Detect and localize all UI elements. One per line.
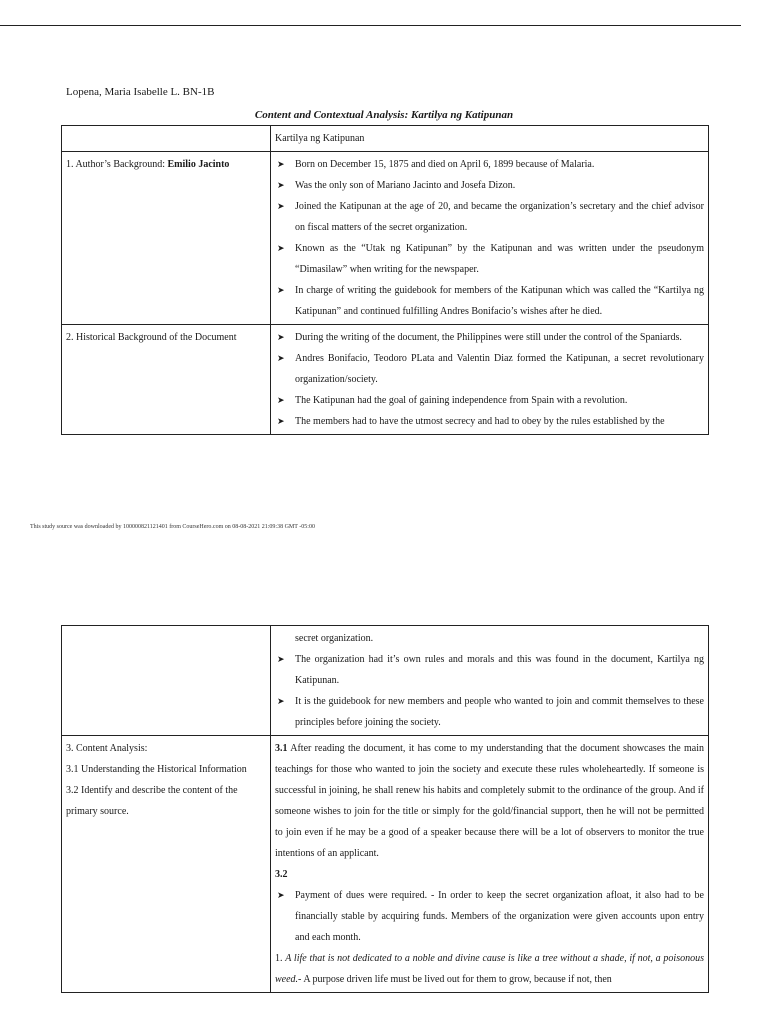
header-empty-cell [62,126,271,152]
table-header-row [62,126,709,152]
list-item: ➤ The members had to have the utmost secrecy and had to obey by the rules established by the [275,411,704,432]
row-content [271,626,709,736]
header-cell: Kartilya ng Katipunan [271,126,709,152]
row-label: 2. Historical Background of the Document [62,325,271,435]
continued-text: secret organization. [295,633,374,644]
table-row-historical-cont [62,626,709,736]
list-item: ➤ Was the only son of Mariano Jacinto and Josefa Dizon. [275,175,704,196]
list-item: ➤ Known as the “Utak ng Katipunan” by the Katipunan and was written under the pseudonym “Dimasilaw” when writing for the newspaper. [275,238,704,280]
download-footer: This study source was downloaded by 100000821121401 from CourseHero.com on 08-08-2021 21:09:38 GMT -05:00 [30,524,315,530]
row-content [271,736,709,993]
bullet-arrow-icon: ➤ [277,180,285,190]
row-label [62,152,271,325]
list-item: ➤ It is the guidebook for new members and people who wanted to join and commit themselves to these principles before joining the society. [275,691,704,733]
top-rule [0,25,741,26]
label-line: 3.1 Understanding the Historical Information [66,764,247,775]
document-title: Content and Contextual Analysis: Kartilya ng Katipunan [254,109,514,121]
paragraph-3-1: 3.1 After reading the document, it has come to my understanding that the document showcases the main teachings for those who wanted to join the society and execute these rules wholeheartedly. If someone is successful in joining, he shall renew his habits and completely submit to the ordinance of the group. And if someone wishes to join for the title or simply for the gold/financial support, then he will not be permitted to join even if he may be a good of a speaker because there will be a lot of observers to monitor the true intentions of an applicant. [275,743,704,859]
table-row-content-analysis [62,736,709,993]
list-item: ➤ In charge of writing the guidebook for members of the Katipunan which was called the “Kartilya ng Katipunan” and continued fulfilling Andres Bonifacio’s wishes after he died. [275,280,704,322]
list-item: ➤ The Katipunan had the goal of gaining independence from Spain with a revolution. [275,390,704,411]
bullet-arrow-icon: ➤ [277,696,285,706]
analysis-table-page2 [61,625,709,993]
bullet-arrow-icon: ➤ [277,159,285,169]
list-item: ➤ Joined the Katipunan at the age of 20, and became the organization’s secretary and the chief advisor on fiscal matters of the secret organization. [275,196,704,238]
author-line: Lopena, Maria Isabelle L. BN-1B [66,86,215,98]
analysis-table-page1 [61,125,709,435]
bullet-arrow-icon: ➤ [277,395,285,405]
table-row-author [62,152,709,325]
bullet-arrow-icon: ➤ [277,201,285,211]
bullet-arrow-icon: ➤ [277,654,285,664]
list-item: ➤ Andres Bonifacio, Teodoro PLata and Valentin Diaz formed the Katipunan, a secret revolutionary organization/society. [275,348,704,390]
row-content [271,325,709,435]
heading-3-2: 3.2 [275,869,288,880]
author-background-label: 1. Author’s Background: [66,159,168,170]
truncated-item [275,948,704,990]
list-item: ➤ Payment of dues were required. - In order to keep the secret organization afloat, it also had to be financially stable by acquiring funds. Members of the organization were given accounts upon entry and each month. [275,885,704,948]
row-label [62,736,271,993]
bullet-arrow-icon: ➤ [277,243,285,253]
bullet-arrow-icon: ➤ [277,353,285,363]
list-item: ➤ Born on December 15, 1875 and died on April 6, 1899 because of Malaria. [275,154,704,175]
bullet-arrow-icon: ➤ [277,332,285,342]
label-line: 3. Content Analysis: [66,743,148,754]
table-row-historical [62,325,709,435]
row-content [271,152,709,325]
list-item: ➤ During the writing of the document, the Philippines were still under the control of the Spaniards. [275,327,704,348]
author-name: Emilio Jacinto [167,159,230,170]
list-item: ➤ The organization had it’s own rules and morals and this was found in the document, Kartilya ng Katipunan. [275,649,704,691]
label-line: 3.2 Identify and describe the content of the primary source. [66,785,238,817]
bullet-arrow-icon: ➤ [277,890,285,900]
row-label-empty [62,626,271,736]
bullet-arrow-icon: ➤ [277,416,285,426]
bullet-arrow-icon: ➤ [277,285,285,295]
numbered-item-1: 1. A life that is not dedicated to a noble and divine cause is like a tree without a shade, if not, a poisonous weed.- A purpose driven life must be lived out for them to grow, because if not, then [275,953,704,985]
